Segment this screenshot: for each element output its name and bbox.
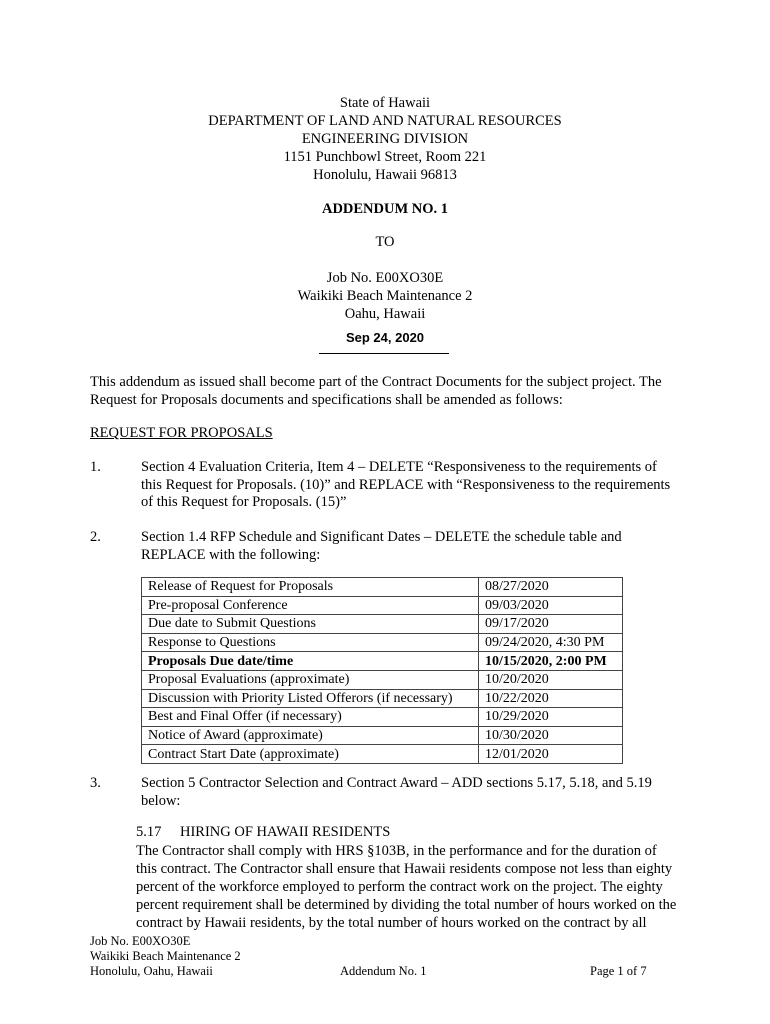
state-name: State of Hawaii	[339, 95, 431, 111]
city-address: Honolulu, Hawaii 96813	[313, 167, 457, 183]
project-name: Waikiki Beach Maintenance 2	[297, 288, 473, 304]
item-text-3: Section 5 Contractor Selection and Contract Award – ADD sections 5.17, 5.18, and 5.19 below:	[141, 775, 652, 809]
subsection-heading	[136, 824, 390, 841]
item-number-1: 1.	[90, 459, 101, 475]
intro-paragraph: This addendum as issued shall become part of the Contract Documents for the subject project. The Request for Proposals documents and specifications shall be amended as follows:	[90, 374, 662, 408]
project-block	[0, 269, 770, 323]
schedule-date: 08/27/2020	[479, 578, 623, 597]
schedule-date: 12/01/2020	[479, 745, 623, 764]
subsection-title: HIRING OF HAWAII RESIDENTS	[180, 824, 391, 840]
item-text-2: Section 1.4 RFP Schedule and Significant Dates – DELETE the schedule table and REPLACE with the following:	[141, 529, 622, 563]
schedule-event: Release of Request for Proposals	[142, 578, 479, 597]
schedule-date: 09/03/2020	[479, 596, 623, 615]
footer-left	[90, 934, 241, 979]
table-row	[142, 633, 623, 652]
issue-date: Sep 24, 2020	[345, 330, 425, 345]
schedule-date: 10/29/2020	[479, 708, 623, 727]
footer-job-number: Job No. E00XO30E	[90, 934, 191, 948]
schedule-event: Due date to Submit Questions	[142, 615, 479, 634]
footer-location: Honolulu, Oahu, Hawaii	[90, 964, 213, 978]
footer-addendum: Addendum No. 1	[340, 964, 427, 978]
schedule-event: Notice of Award (approximate)	[142, 726, 479, 745]
item-number-2: 2.	[90, 529, 101, 545]
schedule-event: Proposals Due date/time	[142, 652, 479, 671]
table-row	[142, 615, 623, 634]
schedule-date: 10/30/2020	[479, 726, 623, 745]
item-text-1: Section 4 Evaluation Criteria, Item 4 – DELETE “Responsiveness to the requirements of this Request for Proposals. (10)” and REPLACE with “Responsiveness to the requirements of this Request for Proposals. (15)”	[141, 459, 671, 510]
job-number: Job No. E00XO30E	[326, 270, 444, 286]
table-row	[142, 578, 623, 597]
footer-project: Waikiki Beach Maintenance 2	[90, 949, 241, 963]
addendum-title: ADDENDUM NO. 1	[321, 201, 449, 217]
schedule-date: 09/24/2020, 4:30 PM	[479, 633, 623, 652]
schedule-event: Proposal Evaluations (approximate)	[142, 670, 479, 689]
to-label: TO	[375, 234, 395, 250]
table-row	[142, 670, 623, 689]
schedule-table	[141, 577, 623, 764]
date-rule	[319, 353, 449, 354]
agency-header	[0, 94, 770, 184]
schedule-date: 10/22/2020	[479, 689, 623, 708]
schedule-event: Best and Final Offer (if necessary)	[142, 708, 479, 727]
footer-page-number: Page 1 of 7	[590, 964, 647, 978]
department-name: DEPARTMENT OF LAND AND NATURAL RESOURCES	[208, 113, 562, 129]
table-row	[142, 689, 623, 708]
table-row	[142, 596, 623, 615]
schedule-event: Discussion with Priority Listed Offerors (if necessary)	[142, 689, 479, 708]
subsection-body: The Contractor shall comply with HRS §103B, in the performance and for the duration of this contract. The Contractor shall ensure that Hawaii residents compose not less than eighty percent of the workforce employed to perform the contract work on the project. The eighty percent requirement shall be determined by dividing the total number of hours worked on the contract by Hawaii residents, by the total number of hours worked on the contract by all	[136, 843, 677, 931]
item-number-3: 3.	[90, 775, 101, 791]
table-row	[142, 708, 623, 727]
section-heading: REQUEST FOR PROPOSALS	[90, 425, 273, 441]
table-row	[142, 745, 623, 764]
schedule-date: 09/17/2020	[479, 615, 623, 634]
street-address: 1151 Punchbowl Street, Room 221	[283, 149, 487, 165]
table-row-highlighted	[142, 652, 623, 671]
schedule-event: Pre-proposal Conference	[142, 596, 479, 615]
schedule-event: Response to Questions	[142, 633, 479, 652]
project-location: Oahu, Hawaii	[344, 306, 426, 322]
table-row	[142, 726, 623, 745]
division-name: ENGINEERING DIVISION	[301, 131, 469, 147]
subsection-number: 5.17	[136, 824, 162, 840]
schedule-date: 10/15/2020, 2:00 PM	[479, 652, 623, 671]
schedule-date: 10/20/2020	[479, 670, 623, 689]
schedule-event: Contract Start Date (approximate)	[142, 745, 479, 764]
